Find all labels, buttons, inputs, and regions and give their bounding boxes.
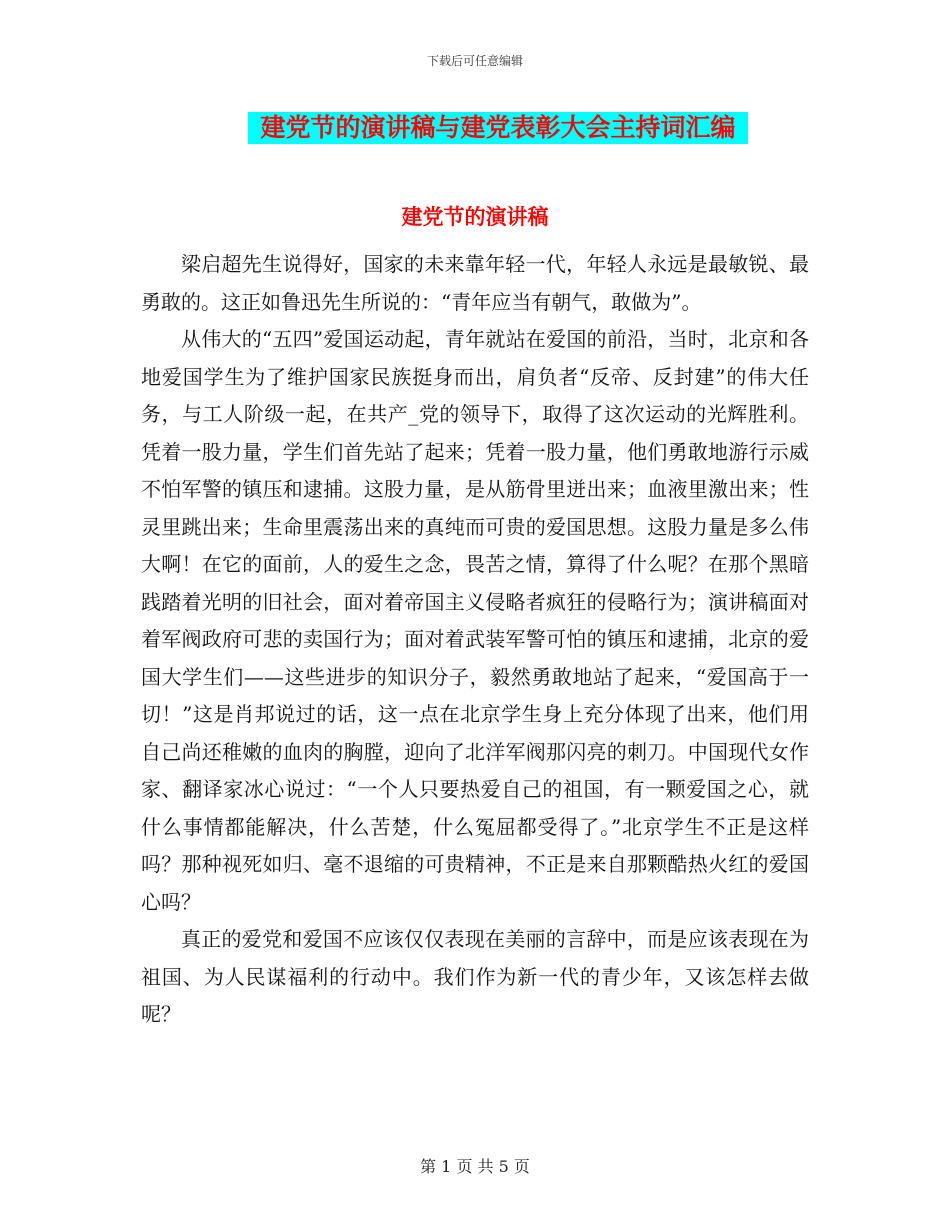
document-title-block [248,112,748,144]
section-title: 建党节的演讲稿 [401,204,549,229]
page-number-footer: 第 1 页 共 5 页 [420,1157,530,1176]
paragraph-2: 从伟大的“五四”爱国运动起，青年就站在爱国的前沿，当时，北京和各地爱国学生为了维护国家民族挺身而出，肩负者“反帝、反封建”的伟大任务，与工人阶级一起，在共产_党的领导下，取得了这次运动的光辉胜利。凭着一股力量，学生们首先站了起来；凭着一股力量，他们勇敢地游行示威不怕军警的镇压和逮捕。这股力量，是从筋骨里迸出来；血液里激出来；性灵里跳出来；生命里震荡出来的真纯而可贵的爱国思想。这股力量是多么伟大啊！在它的面前，人的爱生之念，畏苦之情，算得了什么呢？在那个黑暗践踏着光明的旧社会，面对着帝国主义侵略者疯狂的侵略行为；演讲稿面对着军阀政府可悲的卖国行为；面对着武装军警可怕的镇压和逮捕，北京的爱国大学生们——这些进步的知识分子，毅然勇敢地站了起来，“爱国高于一切！”这是肖邦说过的话，这一点在北京学生身上充分体现了出来，他们用自己尚还稚嫩的血肉的胸膛，迎向了北洋军阀那闪亮的刺刀。中国现代女作家、翻译家冰心说过：“一个人只要热爱自己的祖国，有一颗爱国之心，就什么事情都能解决，什么苦楚，什么冤屈都受得了。”北京学生不正是这样吗？那种视死如归、毫不退缩的可贵精神，不正是来自那颗酷热火红的爱国心吗？ [141,327,809,914]
paragraph-3: 真正的爱党和爱国不应该仅仅表现在美丽的言辞中，而是应该表现在为祖国、为人民谋福利的行动中。我们作为新一代的青少年，又该怎样去做呢？ [141,927,809,1026]
document-title: 建党节的演讲稿与建党表彰大会主持词汇编 [248,112,748,144]
header-note: 下载后可任意编辑 [426,54,523,68]
paragraph-1: 梁启超先生说得好，国家的未来靠年轻一代，年轻人永远是最敏锐、最勇敢的。这正如鲁迅先生所说的：“青年应当有朝气，敢做为”。 [141,252,809,314]
speech-body [141,246,809,1034]
